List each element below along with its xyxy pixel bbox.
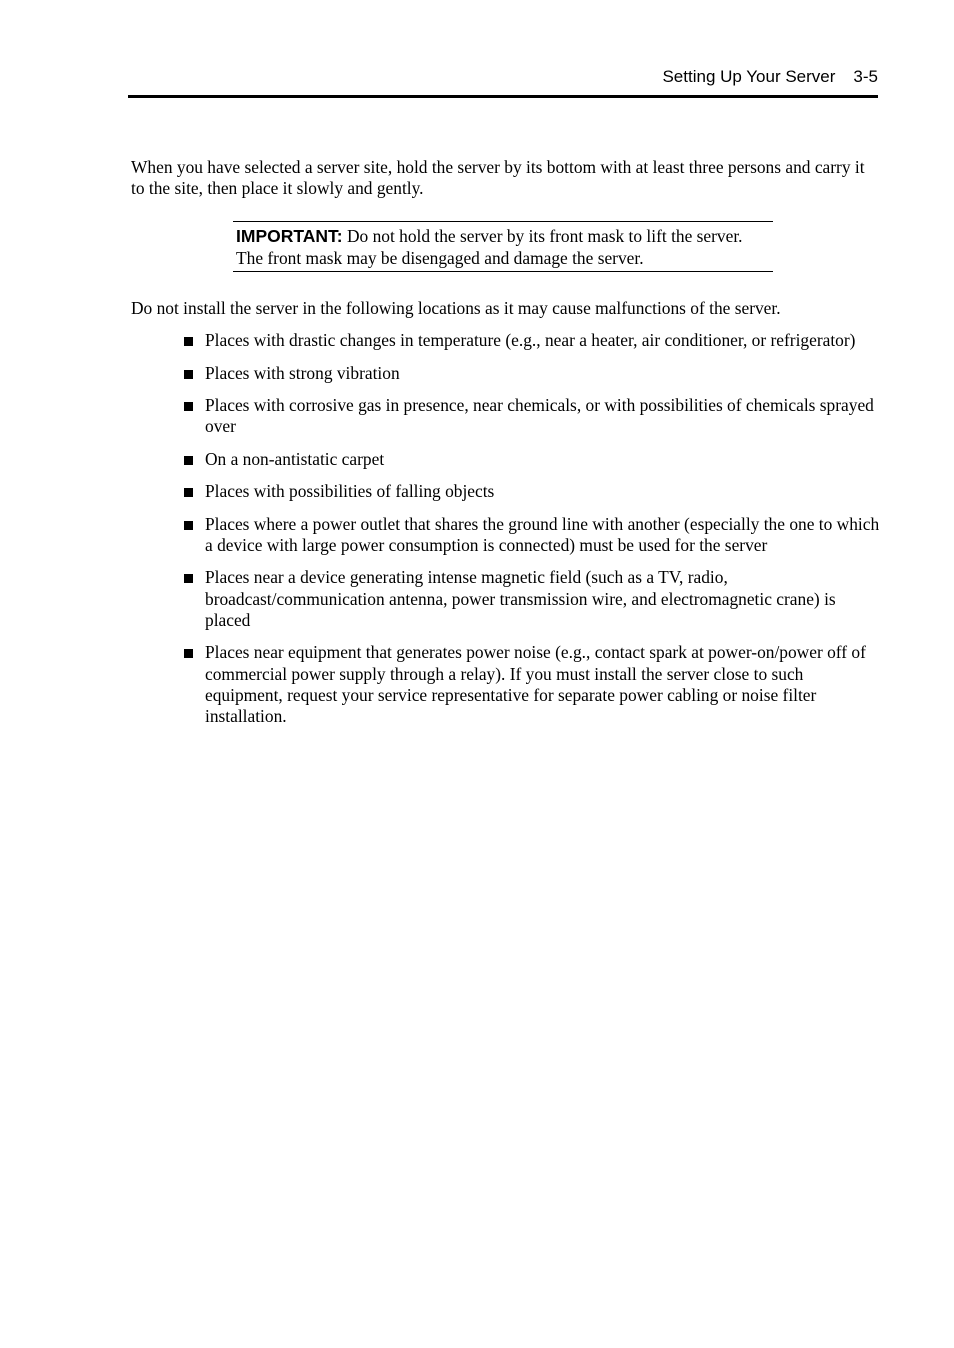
- locations-list: [181, 330, 881, 738]
- list-item-text: Places where a power outlet that shares the ground line with another (especially the one to which a device with large power consumption is connected) must be used for the server: [205, 513, 880, 555]
- list-item: [181, 481, 881, 502]
- square-bullet-icon: [184, 402, 193, 411]
- important-text: Do not hold the server by its front mask to lift the server. The front mask may be disengaged and damage the server.: [236, 226, 743, 268]
- section-title: Setting Up Your Server: [662, 67, 836, 86]
- locations-intro: Do not install the server in the following locations as it may cause malfunctions of the server.: [131, 298, 781, 318]
- list-item: [181, 330, 881, 351]
- list-item: [181, 567, 881, 631]
- intro-paragraph: When you have selected a server site, hold the server by its bottom with at least three persons and carry it to the site, then place it slowly and gently.: [131, 157, 865, 198]
- page-number: 3-5: [853, 67, 878, 86]
- list-item-text: On a non-antistatic carpet: [205, 448, 385, 469]
- square-bullet-icon: [184, 337, 193, 346]
- square-bullet-icon: [184, 574, 193, 583]
- list-item-text: Places with strong vibration: [205, 362, 400, 383]
- square-bullet-icon: [184, 370, 193, 379]
- list-item: [181, 642, 881, 727]
- list-item-text: Places with drastic changes in temperature (e.g., near a heater, air conditioner, or refrigerator): [205, 330, 856, 350]
- list-item-text: Places near a device generating intense magnetic field (such as a TV, radio, broadcast/communication antenna, power transmission wire, and electromagnetic crane) is placed: [205, 567, 836, 630]
- list-item-text: Places with corrosive gas in presence, near chemicals, or with possibilities of chemicals sprayed over: [205, 395, 874, 437]
- square-bullet-icon: [184, 649, 193, 658]
- square-bullet-icon: [184, 521, 193, 530]
- list-item-text: Places near equipment that generates power noise (e.g., contact spark at power-on/power off of commercial power supply through a relay). If you must install the server close to such equipment, request your service representative for separate power cabling or noise filter installation.: [205, 642, 866, 726]
- list-item: [181, 449, 881, 470]
- square-bullet-icon: [184, 456, 193, 465]
- important-label: IMPORTANT:: [236, 226, 343, 246]
- list-item-text: Places with possibilities of falling objects: [205, 481, 495, 502]
- list-item: [181, 363, 881, 384]
- important-note: [233, 221, 773, 272]
- header-rule: [128, 95, 878, 98]
- page-header: [128, 66, 878, 88]
- list-item: [181, 395, 881, 437]
- list-item: [181, 514, 881, 556]
- square-bullet-icon: [184, 488, 193, 497]
